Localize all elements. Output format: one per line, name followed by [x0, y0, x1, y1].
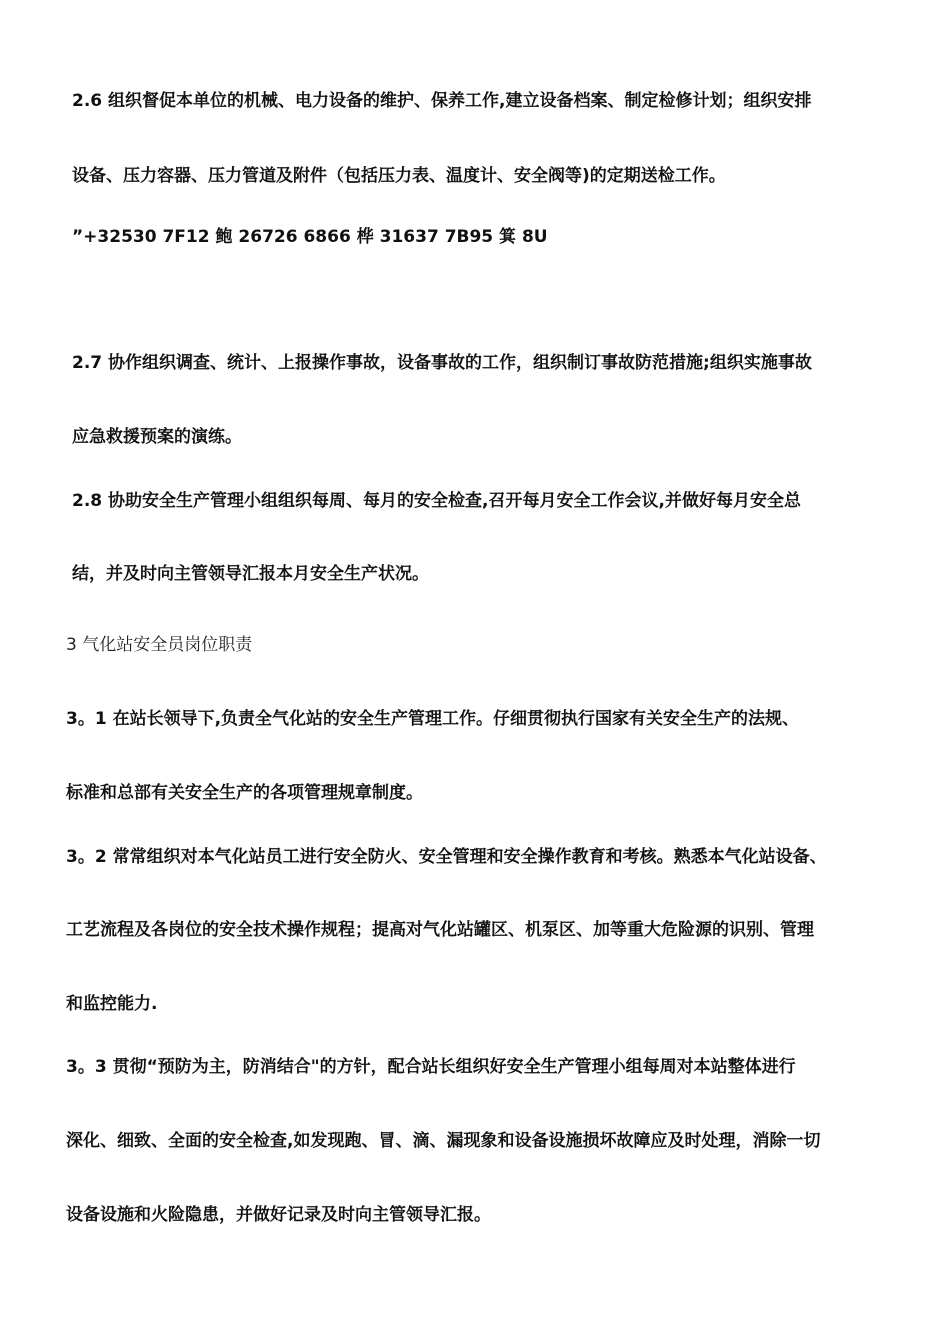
paragraph-2-8-line-2: 结，并及时向主管领导汇报本月安全生产状况。	[72, 564, 429, 584]
paragraph-3-1-line-1: 3。1 在站长领导下,负责全气化站的安全生产管理工作。仔细贯彻执行国家有关安全生产的法规、	[66, 709, 800, 729]
paragraph-3-2-line-1: 3。2 常常组织对本气化站员工进行安全防火、安全管理和安全操作教育和考核。熟悉本气化站设备、	[66, 847, 827, 867]
paragraph-3-3-line-1: 3。3 贯彻“预防为主，防消结合"的方针，配合站长组织好安全生产管理小组每周对本站整体进行	[66, 1057, 796, 1077]
paragraph-3-2-line-2: 工艺流程及各岗位的安全技术操作规程；提高对气化站罐区、机泵区、加等重大危险源的识别、管理	[66, 920, 814, 940]
paragraph-2-7-line-2: 应急救援预案的演练。	[72, 427, 242, 447]
paragraph-3-1-line-2: 标准和总部有关安全生产的各项管理规章制度。	[66, 783, 423, 803]
paragraph-3-3-line-2: 深化、细致、全面的安全检查,如发现跑、冒、滴、漏现象和设备设施损坏故障应及时处理，消除一切	[66, 1131, 821, 1151]
section-3-heading: 3 气化站安全员岗位职责	[66, 635, 253, 655]
paragraph-3-3-line-3: 设备设施和火险隐患，并做好记录及时向主管领导汇报。	[66, 1205, 491, 1225]
garbled-code-line: ”+32530 7F12 鲍 26726 6866 桦 31637 7B95 箕 8U	[72, 227, 548, 247]
paragraph-2-7-line-1: 2.7 协作组织调查、统计、上报操作事故，设备事故的工作，组织制订事故防范措施;组织实施事故	[72, 353, 812, 373]
paragraph-2-6-line-1: 2.6 组织督促本单位的机械、电力设备的维护、保养工作,建立设备档案、制定检修计划；组织安排	[72, 91, 812, 111]
paragraph-2-8-line-1: 2.8 协助安全生产管理小组组织每周、每月的安全检查,召开每月安全工作会议,并做好每月安全总	[72, 491, 801, 511]
paragraph-2-6-line-2: 设备、压力容器、压力管道及附件（包括压力表、温度计、安全阀等)的定期送检工作。	[72, 166, 726, 186]
paragraph-3-2-line-3: 和监控能力.	[66, 994, 158, 1014]
